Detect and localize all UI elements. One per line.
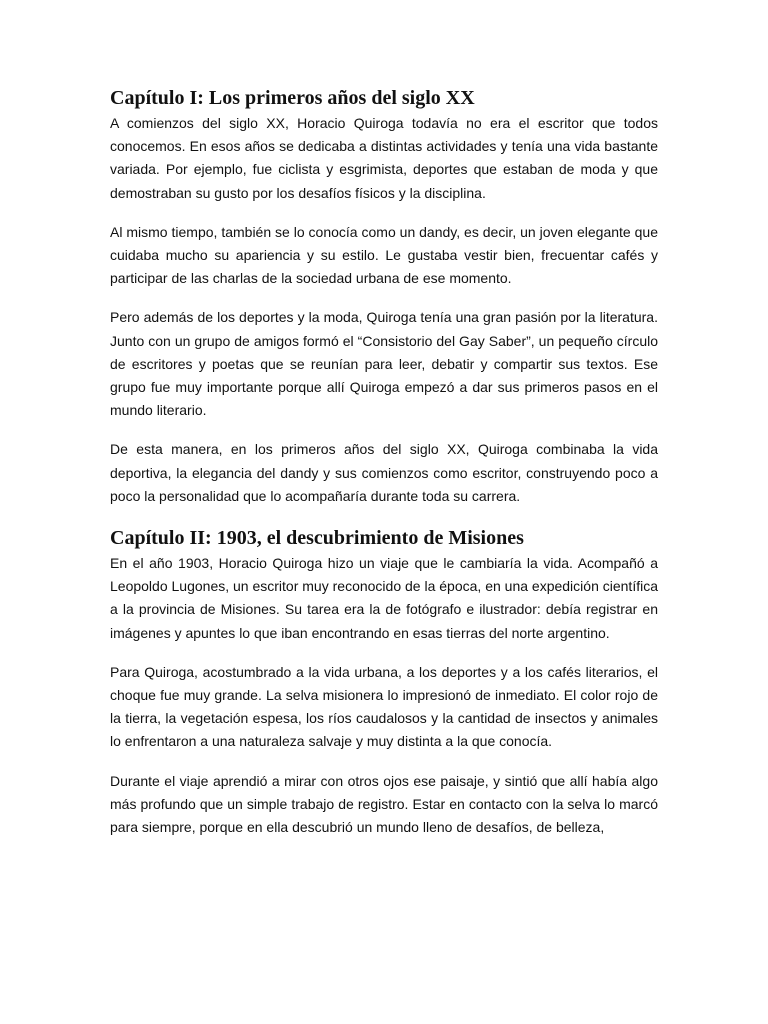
chapter-1-paragraph-2: Al mismo tiempo, también se lo conocía como un dandy, es decir, un joven elegante que cuidaba mucho su apariencia y su estilo. Le gustaba vestir bien, frecuentar cafés y participar de las charlas de la sociedad urbana de ese momento. (110, 223, 658, 287)
chapter-1-paragraph-3: Pero además de los deportes y la moda, Quiroga tenía una gran pasión por la literatura. Junto con un grupo de amigos formó el “Consistorio del Gay Saber”, un pequeño círculo de escritores y poetas que se reunían para leer, debatir y compartir sus textos. Ese grupo fue muy importante porque allí Quiroga empezó a dar sus primeros pasos en el mundo literario. (110, 309, 658, 419)
chapter-2-paragraph-3: Durante el viaje aprendió a mirar con otros ojos ese paisaje, y sintió que allí había algo más profundo que un simple trabajo de registro. Estar en contacto con la selva lo marcó para siempre, porque en ella descubrió un mundo lleno de desafíos, de belleza, (110, 772, 658, 836)
chapter-1-title: Capítulo I: Los primeros años del siglo XX (110, 87, 475, 109)
chapter-2-paragraph-2: Para Quiroga, acostumbrado a la vida urbana, a los deportes y a los cafés literarios, el choque fue muy grande. La selva misionera lo impresionó de inmediato. El color rojo de la tierra, la vegetación espesa, los ríos caudalosos y la cantidad de insectos y animales lo enfrentaron a una naturaleza salvaje y muy distinta a la que conocía. (110, 663, 658, 750)
chapter-2-paragraph-1: En el año 1903, Horacio Quiroga hizo un viaje que le cambiaría la vida. Acompañó a Leopoldo Lugones, un escritor muy reconocido de la época, en una expedición científica a la provincia de Misiones. Su tarea era la de fotógrafo e ilustrador: debía registrar en imágenes y apuntes lo que iban encontrando en esas tierras del norte argentino. (110, 555, 658, 641)
chapter-2-title: Capítulo II: 1903, el descubrimiento de Misiones (110, 527, 524, 550)
document-page (110, 84, 658, 855)
chapter-1-paragraph-1: A comienzos del siglo XX, Horacio Quiroga todavía no era el escritor que todos conocemos. En esos años se dedicaba a distintas actividades y tenía una vida bastante variada. Por ejemplo, fue ciclista y esgrimista, deportes que estaban de moda y que demostraban su gusto por los desafíos físicos y la disciplina. (110, 115, 658, 201)
chapter-1-paragraph-4: De esta manera, en los primeros años del siglo XX, Quiroga combinaba la vida deportiva, la elegancia del dandy y sus comienzos como escritor, construyendo poco a poco la personalidad que lo acompañaría durante toda su carrera. (110, 441, 658, 504)
